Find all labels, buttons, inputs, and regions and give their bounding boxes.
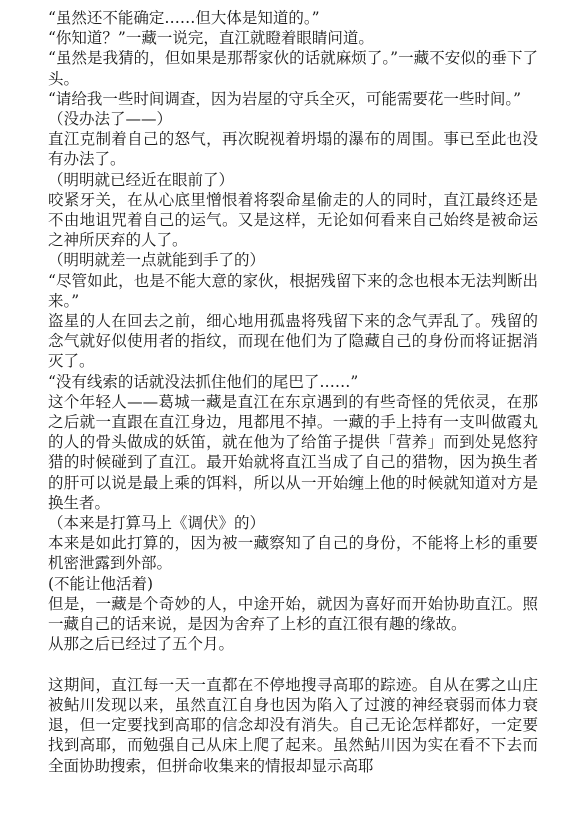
paragraph-1: “虽然还不能确定……但大体是知道的。” xyxy=(48,9,320,27)
blank-line xyxy=(48,655,538,675)
paragraph-7: （明明就已经近在眼前了） xyxy=(48,170,235,189)
paragraph-15: 本来是如此打算的，因为被一藏察知了自己的身份，不能将上杉的重要机密泄露到外部。 xyxy=(48,534,538,573)
paragraph-10: “尽管如此，也是不能大意的家伙，根据残留下来的念也根本无法判断出来。” xyxy=(48,271,538,310)
paragraph-17: 但是，一藏是个奇妙的人，中途开始，就因为喜好而开始协助直江。照一藏自己的话来说，是因为舍弃了上杉的直江很有趣的缘故。 xyxy=(48,594,538,634)
paragraph-2: “你知道？”一藏一说完，直江就瞪着眼睛问道。 xyxy=(48,29,374,48)
paragraph-11: 盗星的人在回去之前，细心地用孤蛊将残留下来的念气弄乱了。残留的念气就好似使用者的指纹，而现在他们为了隐藏自己的身份而将证据消灭了。 xyxy=(48,312,538,371)
paragraph-3: “虽然是我猜的，但如果是那帮家伙的话就麻烦了。”一藏不安似的垂下了头。 xyxy=(48,49,538,88)
paragraph-9: （明明就差一点就能到手了的） xyxy=(48,251,266,270)
novel-page xyxy=(48,8,538,776)
paragraph-8: 咬紧牙关，在从心底里憎恨着将裂命星偷走的人的同时，直江最终还是不由地诅咒着自己的运气。又是这样，无论如何看来自己始终是被命运之神所厌弃的人了。 xyxy=(48,190,538,250)
paragraph-6: 直江克制着自己的怒气，再次睨视着坍塌的瀑布的周围。事已至此也没有办法了。 xyxy=(48,130,538,169)
paragraph-16: (不能让他活着) xyxy=(48,574,154,593)
paragraph-18: 从那之后已经过了五个月。 xyxy=(48,635,235,654)
paragraph-4: “请给我一些时间调查，因为岩屋的守兵全灭，可能需要花一些时间。” xyxy=(48,89,522,108)
paragraph-12: “没有线索的话就没法抓住他们的尾巴了……” xyxy=(48,372,359,391)
paragraph-14: （本来是打算马上《调伏》的） xyxy=(48,514,266,533)
paragraph-5: （没办法了——） xyxy=(48,110,173,129)
paragraph-19: 这期间，直江每一天一直都在不停地搜寻高耶的踪迹。自从在雾之山庄被鲇川发现以来，虽然直江自身也因为陷入了过渡的神经衰弱而体力衰退，但一定要找到高耶的信念却没有消失。自己无论怎样都好，一定要找到高耶，而勉强自己从床上爬了起来。虽然鲇川因为实在看不下去而全面协助搜索，但拼命收集来的情报却显示高耶 xyxy=(48,675,538,775)
paragraph-13: 这个年轻人——葛城一藏是直江在东京遇到的有些奇怪的凭依灵，在那之后就一直跟在直江身边，甩都甩不掉。一藏的手上持有一支叫做霞丸的人的骨头做成的妖笛，就在他为了给笛子提供「营养」而到处晃悠狩猎的时候碰到了直江。最开始就将直江当成了自己的猎物，因为换生者的肝可以说是最上乘的饵料，所以从一开始缠上他的时候就知道对方是换生者。 xyxy=(48,392,538,512)
